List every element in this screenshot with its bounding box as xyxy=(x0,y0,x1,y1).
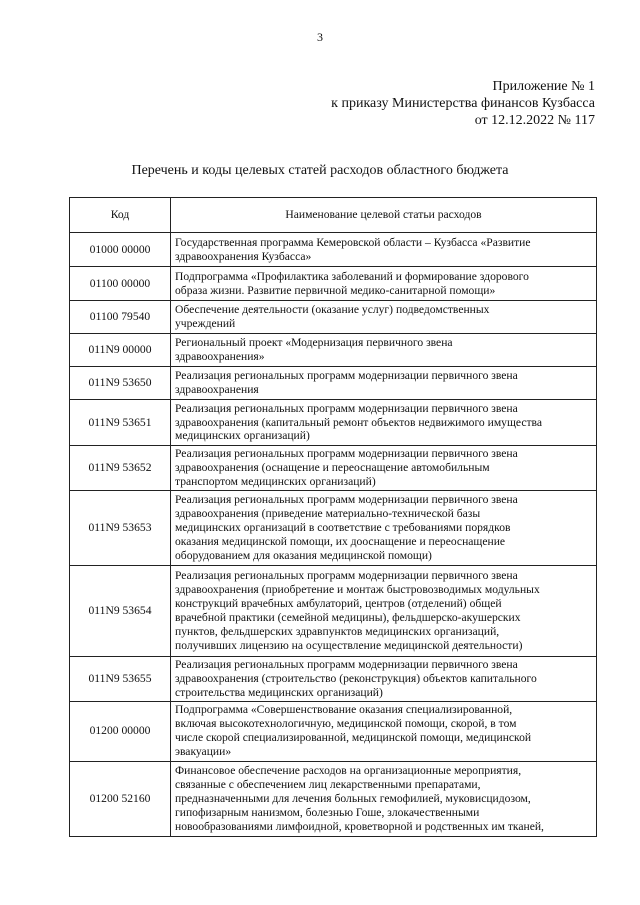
row-name-line: здравоохранения (капитальный ремонт объектов недвижимого имущества xyxy=(175,415,543,429)
row-name xyxy=(171,334,597,367)
row-name-line: строительства медицинских организаций) xyxy=(175,685,383,699)
row-name-line: здравоохранения (оснащение и переоснащение автомобильным xyxy=(175,461,490,475)
appendix-order-date: от 12.12.2022 № 117 xyxy=(474,113,595,128)
table-row xyxy=(70,367,597,400)
table-row xyxy=(70,334,597,367)
row-name-line: Обеспечение деятельности (оказание услуг) подведомственных xyxy=(175,303,490,317)
row-name-line: здравоохранения» xyxy=(175,350,265,363)
row-code: 011N9 53653 xyxy=(70,491,171,566)
page-number: 3 xyxy=(317,30,323,44)
row-name-line: предназначенными для лечения больных гемофилией, муковисцидозом, xyxy=(175,791,531,805)
row-code: 011N9 00000 xyxy=(70,334,171,367)
row-name-line: здравоохранения (строительство (реконструкция) объектов капитального xyxy=(175,671,537,685)
row-name-line: Реализация региональных программ модернизации первичного звена xyxy=(175,369,518,383)
appendix-order-ref: к приказу Министерства финансов Кузбасса xyxy=(331,96,595,111)
row-name-line: эвакуации» xyxy=(175,745,232,759)
row-name-line: Реализация региональных программ модернизации первичного звена xyxy=(175,447,518,461)
row-name-line: гипофизарным нанизмом, болезнью Гоше, злокачественными xyxy=(175,805,480,819)
row-name-line: Реализация региональных программ модернизации первичного звена xyxy=(175,569,518,583)
row-name xyxy=(171,233,597,267)
row-name xyxy=(171,301,597,334)
row-name-line: Региональный проект «Модернизация первичного звена xyxy=(175,336,453,350)
table-row xyxy=(70,267,597,301)
row-code: 011N9 53650 xyxy=(70,367,171,400)
row-name-line: здравоохранения Кузбасса» xyxy=(175,249,312,263)
row-code: 011N9 53651 xyxy=(70,400,171,446)
row-name-line: учреждений xyxy=(175,317,236,330)
row-name xyxy=(171,701,597,761)
row-name-line: здравоохранения (приобретение и монтаж быстровозводимых модульных xyxy=(175,583,540,597)
column-header-name: Наименование целевой статьи расходов xyxy=(171,198,597,233)
row-name-line: оборудованием для оказания медицинской помощи) xyxy=(175,548,432,562)
row-name-line: Финансовое обеспечение расходов на организационные мероприятия, xyxy=(175,763,522,777)
row-name xyxy=(171,761,597,836)
row-code: 01000 00000 xyxy=(70,233,171,267)
row-name-line: пунктов, фельдшерских здравпунктов медицинских организаций, xyxy=(175,624,500,638)
table-row xyxy=(70,701,597,761)
row-name-line: медицинских организаций) xyxy=(175,429,310,443)
row-name-line: Реализация региональных программ модернизации первичного звена xyxy=(175,658,518,671)
row-name-line: здравоохранения xyxy=(175,383,259,396)
row-name-line: получивших лицензию на осуществление медицинской деятельности) xyxy=(175,638,523,652)
row-code: 01200 00000 xyxy=(70,701,171,761)
row-name-line: связанные с обеспечением лиц лекарственными препаратами, xyxy=(175,777,481,791)
row-name-line: образа жизни. Развитие первичной медико-санитарной помощи» xyxy=(175,283,496,297)
row-name-line: оказания медицинской помощи, их дооснащение и переоснащение xyxy=(175,534,506,548)
row-name-line: конструкций врачебных амбулаторий, центров (отделений) общей xyxy=(175,597,502,611)
budget-codes-table xyxy=(69,197,597,837)
document-title: Перечень и коды целевых статей расходов областного бюджета xyxy=(131,163,509,178)
row-code: 011N9 53655 xyxy=(70,657,171,702)
row-name-line: Реализация региональных программ модернизации первичного звена xyxy=(175,401,518,415)
row-name xyxy=(171,491,597,566)
row-name-line: транспортом медицинских организаций) xyxy=(175,474,376,488)
row-name xyxy=(171,446,597,491)
row-name xyxy=(171,267,597,301)
row-name-line: Подпрограмма «Профилактика заболеваний и формирование здорового xyxy=(175,269,529,283)
row-name xyxy=(171,657,597,702)
row-name xyxy=(171,367,597,400)
row-code: 01100 00000 xyxy=(70,267,171,301)
table-row xyxy=(70,761,597,836)
column-header-code: Код xyxy=(70,198,171,233)
row-name-line: врачебной практики (семейной медицины), фельдшерско-акушерских xyxy=(175,611,521,624)
table-body xyxy=(70,233,597,837)
row-name-line: новообразованиями лимфоидной, кроветворной и родственных им тканей, xyxy=(175,819,544,833)
table-row xyxy=(70,491,597,566)
row-name-line: числе скорой специализированной, медицинской помощи, медицинской xyxy=(175,731,532,745)
row-code: 011N9 53652 xyxy=(70,446,171,491)
table-row xyxy=(70,446,597,491)
table-row xyxy=(70,301,597,334)
row-name-line: Подпрограмма «Совершенствование оказания специализированной, xyxy=(175,703,513,717)
row-name-line: здравоохранения (приведение материально-технической базы xyxy=(175,507,481,521)
table-header-row xyxy=(70,198,597,233)
table-row xyxy=(70,233,597,267)
row-name-line: включая высокотехнологичную, медицинской помощи, скорой, в том xyxy=(175,717,517,731)
table-row xyxy=(70,657,597,702)
row-name-line: Государственная программа Кемеровской области – Кузбасса «Развитие xyxy=(175,235,531,249)
row-name-line: медицинских организаций в соответствие с требованиями порядков xyxy=(175,521,511,535)
row-code: 011N9 53654 xyxy=(70,566,171,657)
appendix-header xyxy=(331,78,595,129)
row-name xyxy=(171,566,597,657)
row-name xyxy=(171,400,597,446)
row-name-line: Реализация региональных программ модернизации первичного звена xyxy=(175,493,518,507)
appendix-title: Приложение № 1 xyxy=(492,79,595,94)
table-row xyxy=(70,566,597,657)
table-row xyxy=(70,400,597,446)
row-code: 01200 52160 xyxy=(70,761,171,836)
row-code: 01100 79540 xyxy=(70,301,171,334)
